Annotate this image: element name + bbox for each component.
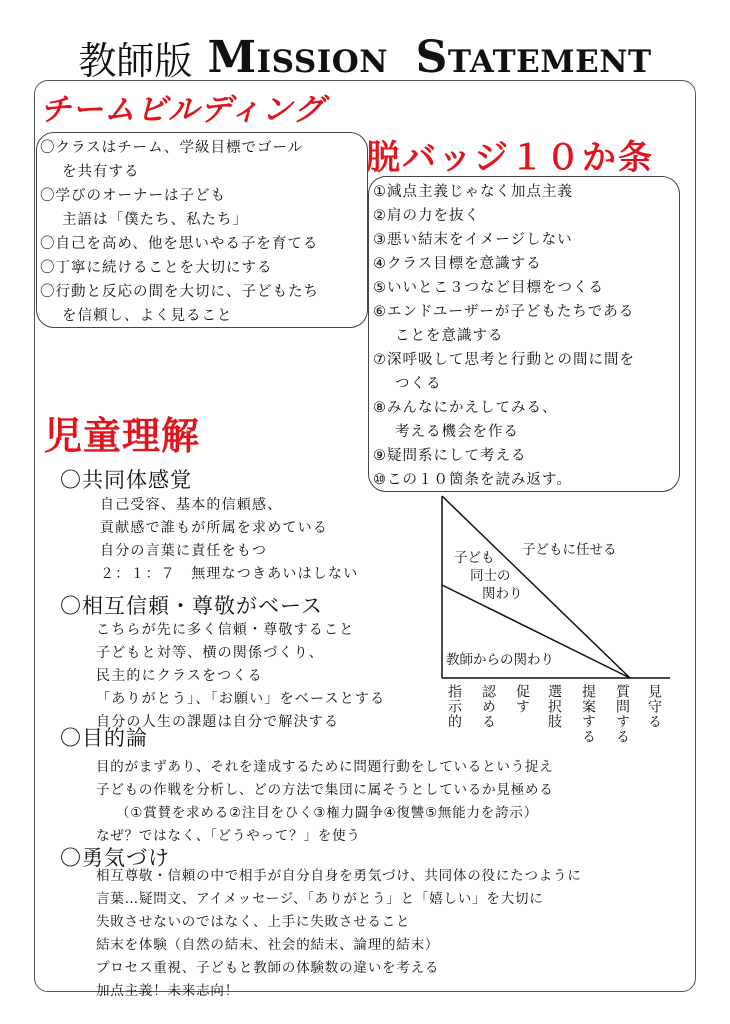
list-item <box>373 204 635 228</box>
section-body-teleology <box>96 756 554 848</box>
axis-label-choices: 選択肢 <box>546 684 562 729</box>
body-line: 子どもと対等、横の関係づくり、 <box>96 645 324 661</box>
team-building-list <box>40 136 319 328</box>
body-line: 貢献感で誰もが所属を求めている <box>100 520 328 536</box>
axis-label-suggest: 提案する <box>580 684 596 744</box>
region-label-peer-1: 子ども <box>454 550 495 566</box>
list-item-text: ⑥エンドユーザーが子どもたちである <box>373 304 635 320</box>
batch-list <box>373 180 635 492</box>
team-building-heading: チームビルディング <box>40 92 325 128</box>
list-item-text: ⑦深呼吸して思考と行動との間に間を <box>373 352 635 368</box>
section-title-encouragement: 〇勇気づけ <box>60 846 170 870</box>
list-item-continuation: を信頼し、よく見ること <box>62 308 233 324</box>
body-line: 相互尊敬・信頼の中で相手が自分自身を勇気づけ、共同体の役にたつように <box>96 868 582 884</box>
list-item-text: ④クラス目標を意識する <box>373 256 542 272</box>
list-item <box>373 396 635 444</box>
body-line: 目的がまずあり、それを達成するために問題行動をしているという捉え <box>96 759 554 775</box>
list-item <box>373 300 635 348</box>
section-body-trust <box>96 619 385 734</box>
list-item <box>373 468 635 492</box>
title-en-word-2: Statement <box>415 32 652 83</box>
region-label-teacher: 教師からの関わり <box>446 652 554 668</box>
list-item-text: ⑨疑問系にして考える <box>373 448 527 464</box>
body-line: 結末を体験（自然の結末、社会的結末、論理的結末） <box>96 937 440 953</box>
axis-label-acknowledge: 認める <box>480 684 496 729</box>
body-line: なぜ？ではなく、「どうやって？」を使う <box>96 828 361 844</box>
list-item-text: ⑧みんなにかえしてみる、 <box>373 400 558 416</box>
list-item-continuation: 考える機会を作る <box>395 424 519 440</box>
list-item-text: 〇行動と反応の間を大切に、子どもたち <box>40 284 319 300</box>
region-label-peer-2: 同士の <box>470 568 511 584</box>
list-item <box>373 180 635 204</box>
list-item <box>40 280 319 328</box>
list-item <box>373 348 635 396</box>
list-item <box>40 232 319 256</box>
section-title-community: 〇共同体感覚 <box>60 468 192 492</box>
body-line: 失敗させないのではなく、上手に失敗させること <box>96 914 411 930</box>
body-line: 自分の人生の課題は自分で解決する <box>96 714 340 730</box>
body-line: 加点主義！未来志向！ <box>96 983 239 999</box>
list-item <box>373 276 635 300</box>
list-item-continuation: を共有する <box>62 164 140 180</box>
axis-label-watch: 見守る <box>646 684 662 729</box>
list-item-text: ⑤いいとこ３つなど目標をつくる <box>373 280 604 296</box>
axis-label-directive: 指示的 <box>446 684 462 729</box>
list-item-text: 〇クラスはチーム、学級目標でゴール <box>40 140 304 156</box>
list-item-text: ⑩この１０箇条を読み返す。 <box>373 472 572 488</box>
body-line: こちらが先に多く信頼・尊敬すること <box>96 622 355 638</box>
list-item <box>373 444 635 468</box>
list-item-text: 〇学びのオーナーは子ども <box>40 188 226 204</box>
list-item-continuation: ことを意識する <box>395 328 504 344</box>
section-title-trust: 〇相互信頼・尊敬がベース <box>60 594 323 618</box>
list-item-text: 〇丁寧に続けることを大切にする <box>40 260 273 276</box>
title-en-word-1: Mission <box>207 32 389 83</box>
list-item-text: ②肩の力を抜く <box>373 208 480 224</box>
list-item <box>40 136 319 184</box>
list-item-text: ①減点主義じゃなく加点主義 <box>373 184 573 200</box>
list-item <box>373 252 635 276</box>
body-line: 民主的にクラスをつくる <box>96 668 263 684</box>
body-line: 「ありがとう」、「お願い」をベースとする <box>96 691 386 707</box>
region-label-peer-3: 関わり <box>482 586 523 602</box>
section-title-teleology: 〇目的論 <box>60 726 148 750</box>
list-item-text: ③悪い結末をイメージしない <box>373 232 573 248</box>
list-item <box>40 256 319 280</box>
list-item-continuation: つくる <box>395 376 442 392</box>
body-line: ２：１：７ 無理なつきあいはしない <box>100 566 359 582</box>
involvement-diagram <box>430 490 675 750</box>
page-title <box>0 30 730 85</box>
body-line: プロセス重視、子どもと教師の体験数の違いを考える <box>96 960 440 976</box>
title-jp: 教師版 <box>78 39 193 83</box>
section-body-encouragement <box>96 865 582 1003</box>
section-body-community <box>100 494 358 586</box>
list-item-text: 〇自己を高め、他を思いやる子を育てる <box>40 236 319 252</box>
list-item-continuation: 主語は「僕たち、私たち」 <box>62 212 248 228</box>
body-line: （①賞賛を求める②注目をひく③権力闘争④復讐⑤無能力を誇示） <box>116 805 539 821</box>
child-understanding-heading: 児童理解 <box>44 414 201 458</box>
list-item <box>373 228 635 252</box>
axis-label-prompt: 促す <box>514 684 530 714</box>
axis-label-question: 質問する <box>614 684 630 744</box>
body-line: 子どもの作戦を分析し、どの方法で集団に属そうとしているか見極める <box>96 782 554 798</box>
body-line: 自分の言葉に責任をもつ <box>100 543 268 559</box>
region-label-child-led: 子どもに任せる <box>522 542 617 558</box>
title-en <box>207 32 652 83</box>
body-line: 自己受容、基本的信頼感、 <box>100 497 283 513</box>
list-item <box>40 184 319 232</box>
body-line: 言葉…疑問文、アイメッセージ、「ありがとう」と「嬉しい」を大切に <box>96 891 544 907</box>
batch-heading: 脱バッジ１０か条 <box>366 138 654 178</box>
